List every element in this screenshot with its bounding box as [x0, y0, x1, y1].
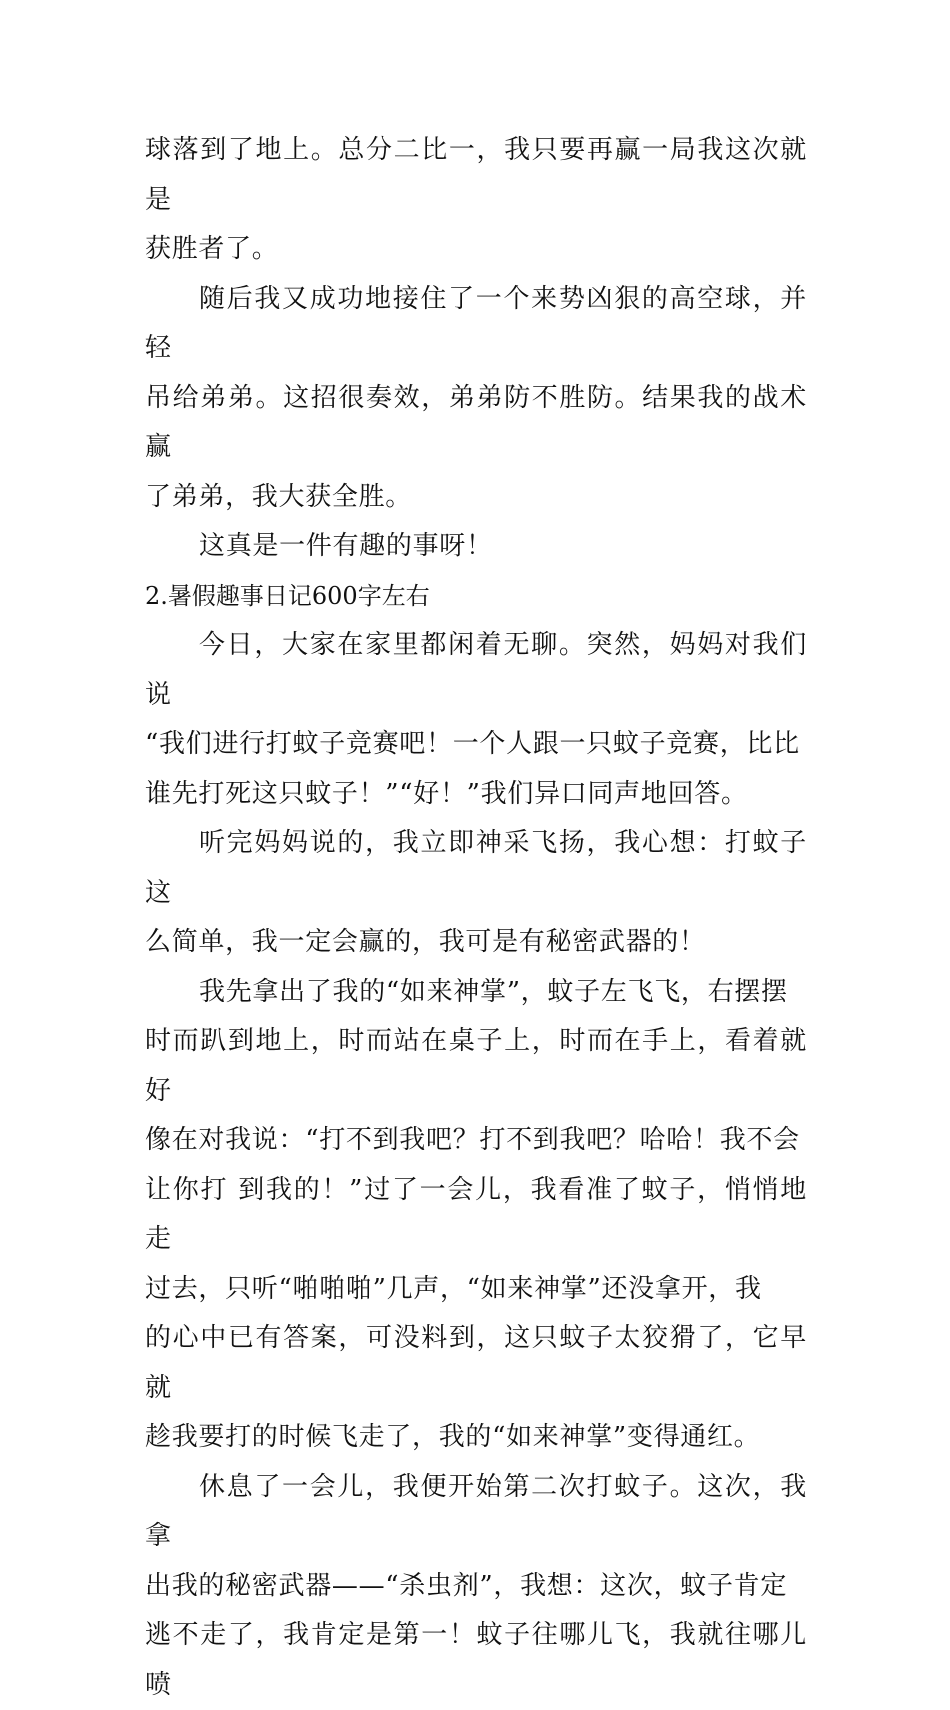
text-line: 随后我又成功地接住了一个来势凶狠的高空球，并轻	[145, 284, 807, 364]
text-line: 出我的秘密武器——“杀虫剂”，我想：这次，蚊子肯定	[145, 1571, 787, 1601]
text-line: 这真是一件有趣的事呀！	[199, 531, 493, 561]
text-line: 球落到了地上。总分二比一，我只要再赢一局我这次就是	[145, 135, 807, 215]
paragraph-4	[145, 621, 807, 819]
text-line: 我先拿出了我的“如来神掌”，蚊子左飞飞，右摆摆	[199, 977, 788, 1007]
document-body	[145, 126, 807, 1710]
text-line: 的心中已有答案，可没料到，这只蚊子太狡猾了，它早就	[145, 1323, 807, 1403]
paragraph-5	[145, 819, 807, 968]
text-line: 今日，大家在家里都闲着无聊。突然，妈妈对我们说	[145, 630, 807, 710]
text-line: 听完妈妈说的，我立即神采飞扬，我心想：打蚊子这	[145, 828, 807, 908]
text-line: 获胜者了。	[145, 234, 279, 264]
text-line: 像在对我说：“打不到我吧？打不到我吧？哈哈！我不会	[145, 1125, 800, 1155]
text-line: 休息了一会儿，我便开始第二次打蚊子。这次，我拿	[145, 1472, 807, 1552]
paragraph-6	[145, 968, 807, 1463]
paragraph-3	[145, 522, 807, 572]
paragraph-2	[145, 275, 807, 523]
text-line: 过去，只听“啪啪啪”几声，“如来神掌”还没拿开，我	[145, 1274, 762, 1304]
text-line: 吊给弟弟。这招很奏效，弟弟防不胜防。结果我的战术赢	[145, 383, 807, 463]
text-line: 么简单，我一定会赢的，我可是有秘密武器的！	[145, 927, 706, 957]
text-line: 时而趴到地上，时而站在桌子上，时而在手上，看着就好	[145, 1026, 807, 1106]
section-heading	[145, 572, 807, 622]
paragraph-1	[145, 126, 807, 275]
text-line: 了弟弟，我大获全胜。	[145, 482, 412, 512]
text-line: 逃不走了，我肯定是第一！蚊子往哪儿飞，我就往哪儿喷	[145, 1620, 807, 1700]
paragraph-7	[145, 1463, 807, 1710]
heading-text: 2.暑假趣事日记600字左右	[145, 582, 430, 610]
text-line: 谁先打死这只蚊子！”“好！”我们异口同声地回答。	[145, 779, 748, 809]
text-line: 让你打 到我的！”过了一会儿，我看准了蚊子，悄悄地走	[145, 1175, 807, 1255]
text-line: “我们进行打蚊子竞赛吧！一个人跟一只蚊子竞赛，比比	[145, 729, 800, 759]
text-line: 趁我要打的时候飞走了，我的“如来神掌”变得通红。	[145, 1422, 760, 1452]
